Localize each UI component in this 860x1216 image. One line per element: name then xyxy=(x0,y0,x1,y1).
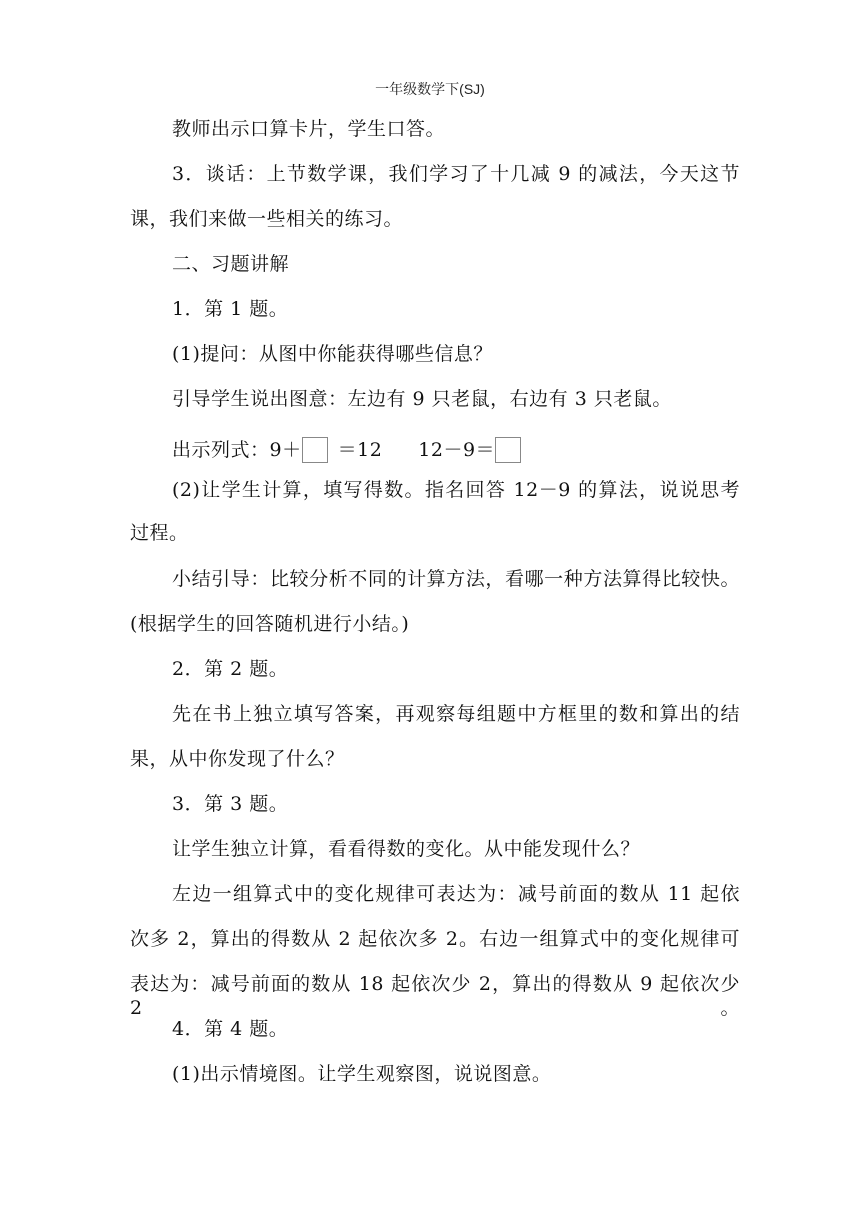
text-line: 让学生独立计算，看看得数的变化。从中能发现什么？ xyxy=(172,838,641,860)
text-line: (1)出示情境图。让学生观察图，说说图意。 xyxy=(172,1063,552,1085)
formula-right: 12－9＝ xyxy=(418,439,496,461)
text-line: 教师出示口算卡片，学生口答。 xyxy=(172,118,446,140)
exercise-heading: 3．第 3 题。 xyxy=(172,793,289,815)
text-line: 过程。 xyxy=(130,522,189,544)
text-line: 先在书上独立填写答案，再观察每组题中方框里的数和算出的结 xyxy=(172,703,740,725)
text-line: 次多 2，算出的得数从 2 起依次多 2。右边一组算式中的变化规律可 xyxy=(130,928,740,950)
exercise-heading: 4．第 4 题。 xyxy=(172,1018,289,1040)
formula-line xyxy=(172,437,740,463)
text-line: 引导学生说出图意：左边有 9 只老鼠，右边有 3 只老鼠。 xyxy=(172,388,672,410)
page-header: 一年级数学下(SJ) xyxy=(375,81,485,97)
exercise-heading: 2．第 2 题。 xyxy=(172,658,289,680)
formula-left-end: ＝12 xyxy=(337,439,383,461)
formula-left-start: 9＋ xyxy=(269,439,302,461)
section-heading: 二、习题讲解 xyxy=(172,253,290,275)
text-line: (2)让学生计算，填写得数。指名回答 12－9 的算法，说说思考 xyxy=(172,479,740,501)
answer-box xyxy=(495,437,521,463)
exercise-heading: 1．第 1 题。 xyxy=(172,298,289,320)
formula-label: 出示列式： xyxy=(172,439,270,461)
text-line: 课，我们来做一些相关的练习。 xyxy=(130,208,404,230)
text-line: 3．谈话：上节数学课，我们学习了十几减 9 的减法，今天这节 xyxy=(172,163,740,185)
text-line: (1)提问：从图中你能获得哪些信息？ xyxy=(172,343,493,365)
text-line: 果，从中你发现了什么？ xyxy=(130,748,345,770)
text-line: (根据学生的回答随机进行小结。) xyxy=(130,613,410,635)
text-line: 左边一组算式中的变化规律可表达为：减号前面的数从 11 起依 xyxy=(172,883,740,905)
text-line: 表达为：减号前面的数从 18 起依次少 2，算出的得数从 9 起依次少 2。 xyxy=(130,973,740,1019)
answer-box xyxy=(302,437,328,463)
text-line: 小结引导：比较分析不同的计算方法，看哪一种方法算得比较快。 xyxy=(172,568,740,590)
